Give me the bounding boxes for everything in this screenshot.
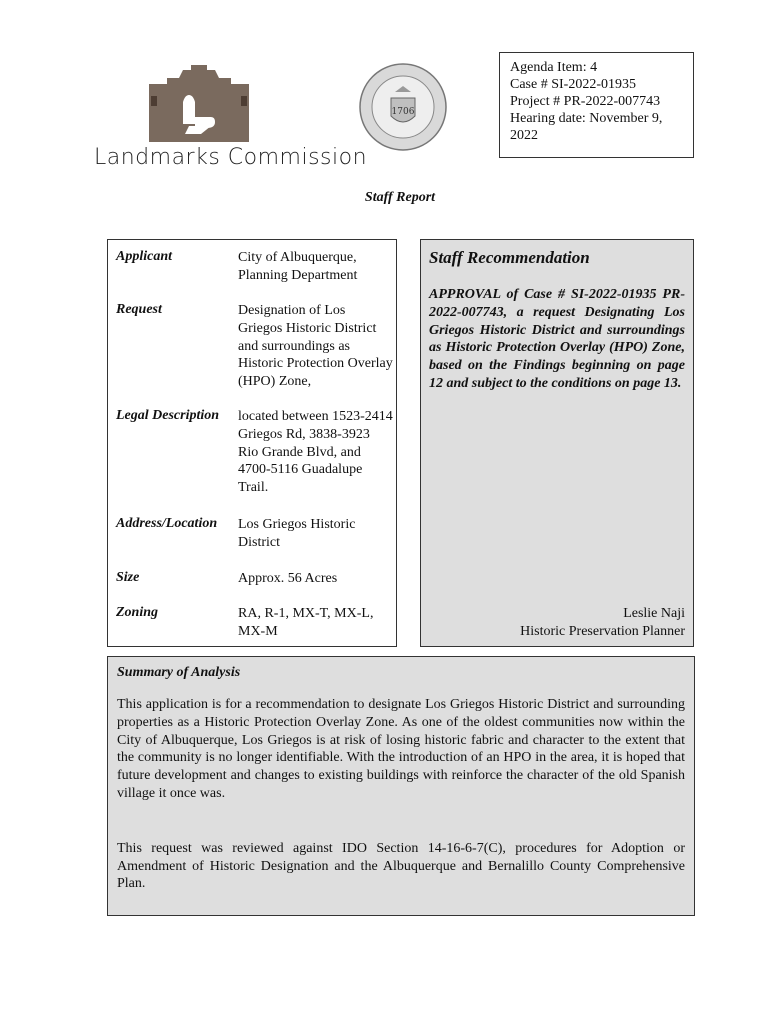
recommendation-body: APPROVAL of Case # SI-2022-01935 PR-2022-007743, a request Designating Los Griegos Historic District and surroundings as Historic Protection Overlay (HPO) Zone, based on the Findings beginning on page 12 and subject to the conditions on page 13. [429,287,685,391]
zoning-label: Zoning [116,605,159,620]
hearing-year: 2022 [510,128,538,143]
recommendation-title: Staff Recommendation [429,248,590,267]
logo-caption: Landmarks Commission [94,145,368,170]
hearing-date: Hearing date: November 9, [510,111,663,126]
size-value: Approx. 56 Acres [238,571,338,586]
project-number: Project # PR-2022-007743 [510,94,661,109]
city-seal-icon [358,62,448,152]
size-label: Size [116,570,140,585]
city-seal [358,62,448,152]
request-value: Designation of Los Griegos Historic District and surroundings as Historic Protection Overlay (HPO) Zone, [238,303,393,390]
legal-description-label: Legal Description [116,408,220,423]
report-title: Staff Report [364,190,436,205]
case-number: Case # SI-2022-01935 [510,77,636,92]
zoning-value: RA, R-1, MX-T, MX-L, MX-M [238,606,374,639]
agenda-item: Agenda Item: 4 [510,60,598,75]
summary-paragraph-1: This application is for a recommendation to designate Los Griegos Historic District and surrounding properties as a Historic Protection Overlay Zone. As one of the oldest communities now within the City of Albuquerque, Los Griegos is at risk of losing historic fabric and character to the extent that the community is no longer identifiable. With the introduction of an HPO in the area, it is hoped that future development and changes to existing buildings with reinforce the character of the old Spanish village it once was. [117,697,685,801]
planner-name: Leslie Naji [623,606,685,621]
planner-signature [520,605,685,640]
request-label: Request [116,302,162,317]
summary-title: Summary of Analysis [117,665,241,680]
applicant-label: Applicant [116,249,173,264]
applicant-value: City of Albuquerque, Planning Department [238,250,358,283]
summary-of-analysis-box [107,656,695,916]
application-info-box [107,239,397,647]
staff-recommendation-box [420,239,694,647]
agenda-info-box [499,52,694,158]
address-label: Address/Location [116,516,218,531]
summary-paragraph-2: This request was reviewed against IDO Section 14-16-6-7(C), procedures for Adoption or Amendment of Historic Designation and the Albuquerque and Bernalillo County Comprehensive Plan. [117,840,685,892]
address-value: Los Griegos Historic District [238,517,356,550]
svg-text:1706: 1706 [391,107,415,117]
legal-description-value: located between 1523-2414 Griegos Rd, 3838-3923 Rio Grande Blvd, and 4700-5116 Guadalupe Trail. [238,409,393,496]
planner-title: Historic Preservation Planner [520,623,685,639]
building-facade-icon [149,62,309,147]
